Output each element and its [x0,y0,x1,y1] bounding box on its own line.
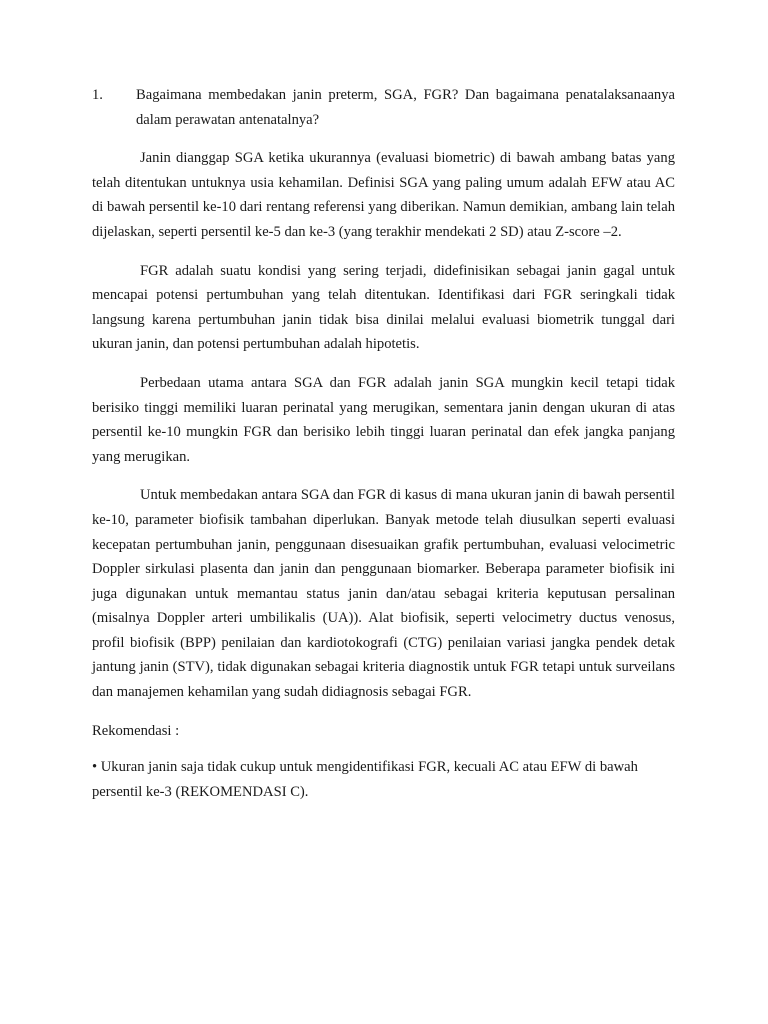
document-body [92,83,675,804]
question-text: Bagaimana membedakan janin preterm, SGA, FGR? Dan bagaimana penatalaksanaanya dalam perawatan antenatalnya? [136,87,675,128]
paragraph-biophysical-parameters: Untuk membedakan antara SGA dan FGR di kasus di mana ukuran janin di bawah persentil ke-10, parameter biofisik tambahan diperlukan. Banyak metode telah diusulkan seperti evaluasi kecepatan pertumbuhan janin, penggunaan disesuaikan grafik pertumbuhan, evaluasi velocimetric Doppler sirkulasi plasenta dan janin dan penggunaan biomarker. Beberapa parameter biofisik ini juga digunakan untuk memantau status janin dan/atau sebagai kriteria keputusan persalinan (misalnya Doppler arteri umbilikalis (UA)). Alat biofisik, seperti velocimetry ductus venosus, profil biofisik (BPP) penilaian dan kardiotokografi (CTG) penilaian variasi jangka pendek detak jantung janin (STV), tidak digunakan sebagai kriteria diagnostik untuk FGR tetapi untuk surveilans dan manajemen kehamilan yang sudah didiagnosis sebagai FGR. [92,487,675,701]
question-number: 1. [92,87,103,103]
paragraph-sga-fgr-difference: Perbedaan utama antara SGA dan FGR adalah janin SGA mungkin kecil tetapi tidak berisiko tinggi memiliki luaran perinatal yang merugikan, sementara janin dengan ukuran di atas persentil ke-10 mungkin FGR dan berisiko lebih tinggi luaran perinatal dan efek jangka panjang yang merugikan. [92,374,675,465]
recommendation-label: Rekomendasi : [92,722,180,739]
numbered-question [92,83,675,132]
recommendation-bullet: • Ukuran janin saja tidak cukup untuk mengidentifikasi FGR, kecuali AC atau EFW di bawah persentil ke-3 (REKOMENDASI C). [92,759,638,800]
paragraph-fgr-definition: FGR adalah suatu kondisi yang sering terjadi, didefinisikan sebagai janin gagal untuk mencapai potensi pertumbuhan yang telah ditentukan. Identifikasi dari FGR seringkali tidak langsung karena pertumbuhan janin tidak bisa dinilai melalui evaluasi biometrik tunggal dari ukuran janin, dan potensi pertumbuhan adalah hipotetis. [92,262,675,353]
paragraph-sga-definition: Janin dianggap SGA ketika ukurannya (evaluasi biometric) di bawah ambang batas yang telah ditentukan untuknya usia kehamilan. Definisi SGA yang paling umum adalah EFW atau AC di bawah persentil ke-10 dari rentang referensi yang diberikan. Namun demikian, ambang lain telah dijelaskan, seperti persentil ke-5 dan ke-3 (yang terakhir mendekati 2 SD) atau Z-score –2. [92,150,675,240]
